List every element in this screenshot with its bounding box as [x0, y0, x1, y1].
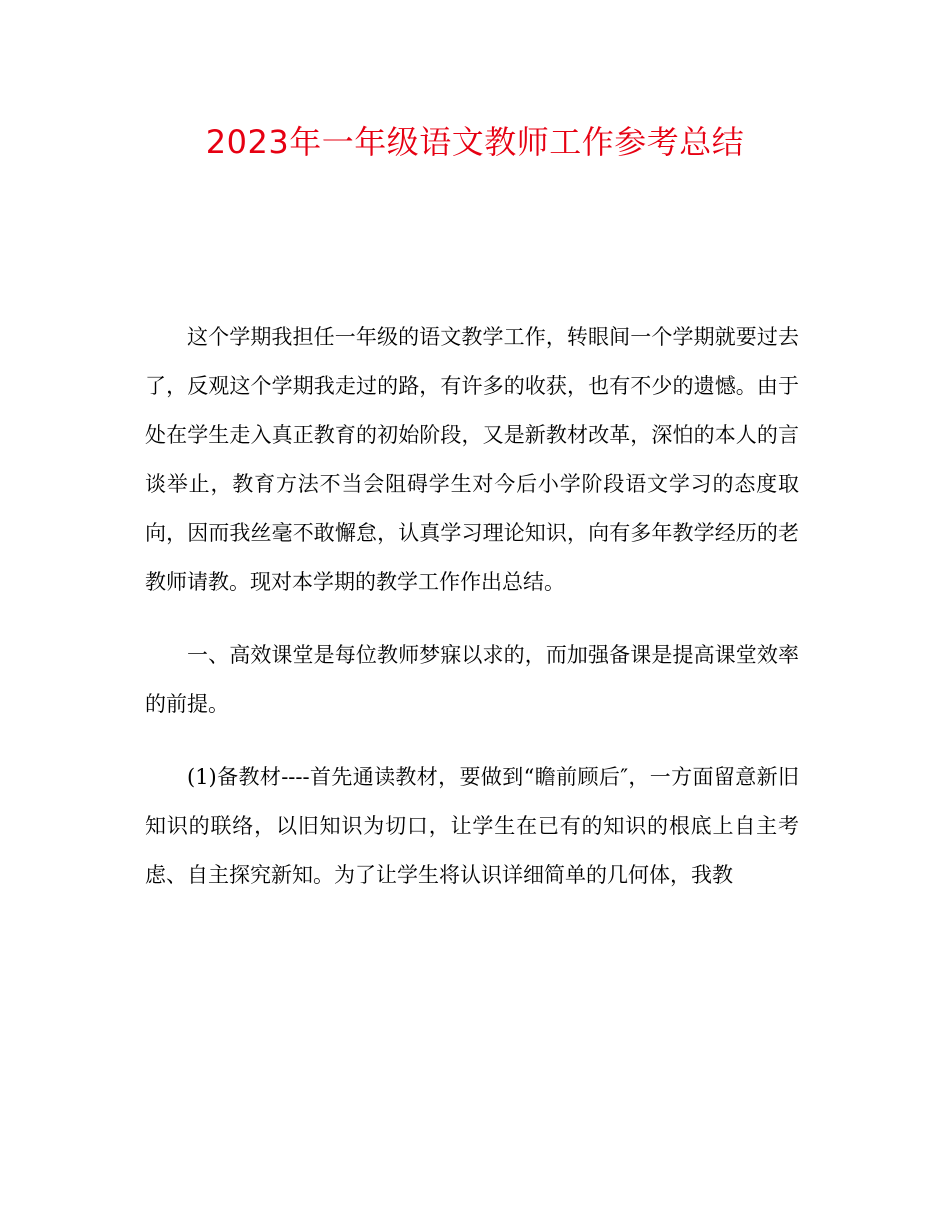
paragraph-prepare-materials: (1)备教材----首先通读教材，要做到“瞻前顾后″，一方面留意新旧知识的联络，以旧知识为切口，让学生在已有的知识的根底上自主考虑、自主探究新知。为了让学生将认识详细简单的几何体，我教	[145, 765, 799, 887]
paragraph-intro: 这个学期我担任一年级的语文教学工作，转眼间一个学期就要过去了，反观这个学期我走过的路，有许多的收获，也有不少的遗憾。由于处在学生走入真正教育的初始阶段，又是新教材改革，深怕的本人的言谈举止，教育方法不当会阻碍学生对今后小学阶段语文学习的态度取向，因而我丝毫不敢懈怠，认真学习理论知识，向有多年教学经历的老教师请教。现对本学期的教学工作作出总结。	[145, 325, 799, 594]
document-title: 2023年一年级语文教师工作参考总结	[205, 123, 745, 161]
paragraph-section-one: 一、高效课堂是每位教师梦寐以求的，而加强备课是提高课堂效率的前提。	[145, 643, 799, 716]
document-body	[145, 313, 799, 924]
